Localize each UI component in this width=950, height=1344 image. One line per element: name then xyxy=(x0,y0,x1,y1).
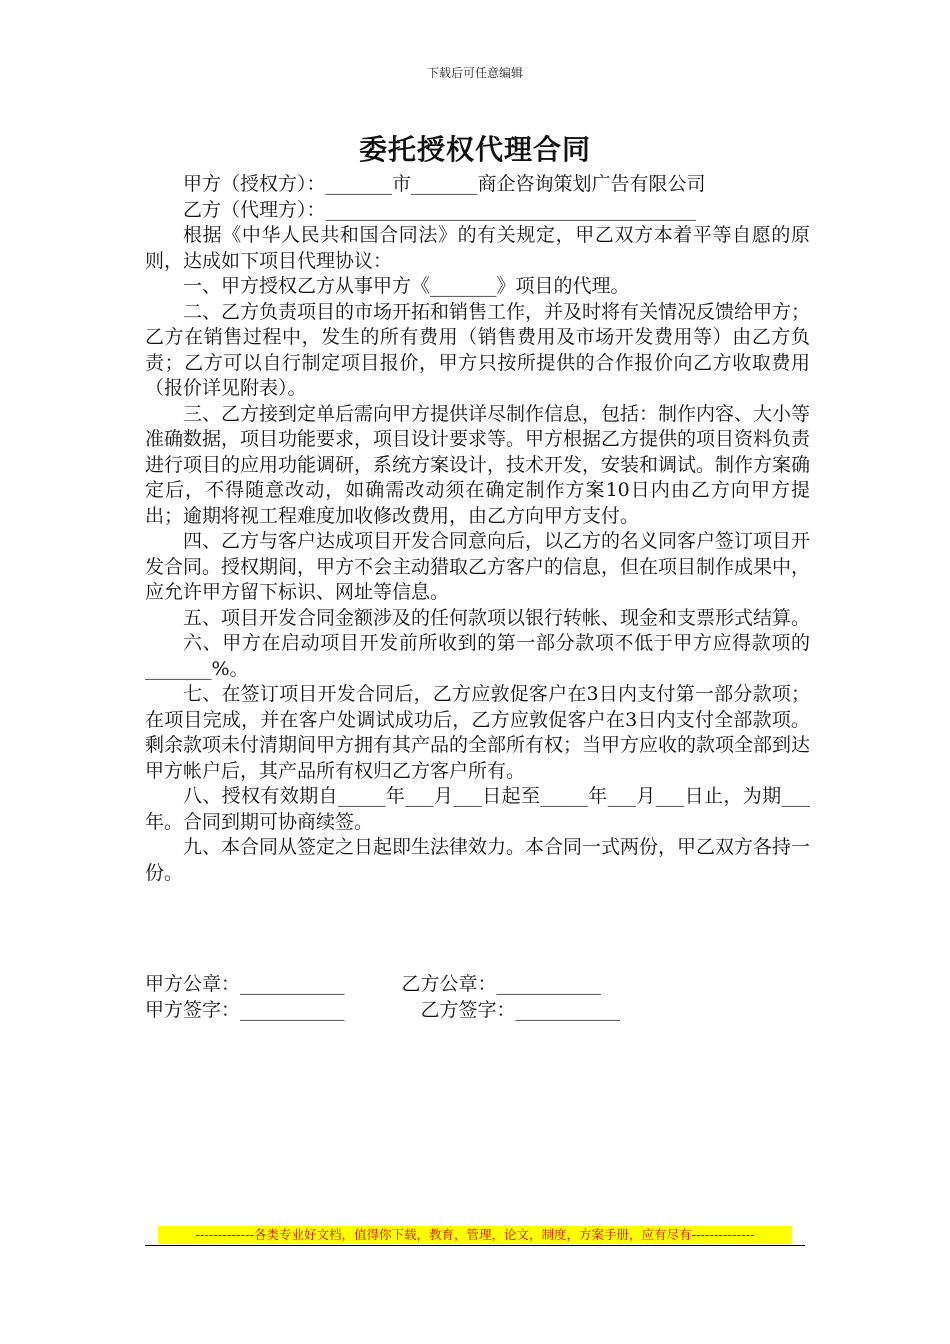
footer-divider xyxy=(145,1245,805,1246)
header-note: 下载后可任意编辑 xyxy=(426,66,523,80)
footer-banner: -------------各类专业好文档，值得你下载，教育，管理，论文，制度，方案手册，应有尽有-------------- xyxy=(158,1226,792,1244)
party-a-line: 甲方（授权方）：_______市_______商企咨询策划广告有限公司 xyxy=(145,173,706,195)
clause-7: 七、在签订项目开发合同后，乙方应敦促客户在3日内支付第一部分款项；在项目完成，并在客户处调试成功后，乙方应敦促客户在3日内支付全部款项。剩余款项未付清期间甲方拥有其产品的全部所有权；当甲方应收的款项全部到达甲方帐户后，其产品所有权归乙方客户所有。 xyxy=(145,683,811,782)
party-b-line: 乙方（代理方）：_______________________________________ xyxy=(145,198,697,221)
clause-1: 一、甲方授权乙方从事甲方《_______》项目的代理。 xyxy=(183,275,630,297)
clause-8: 八、授权有效期自_____年___月___日起至_____年___月___日止，为期___年。合同到期可协商续签。 xyxy=(145,785,810,833)
signature-block xyxy=(145,972,810,1023)
clause-5: 五、项目开发合同金额涉及的任何款项以银行转帐、现金和支票形式结算。 xyxy=(183,606,811,629)
clause-4: 四、乙方与客户达成项目开发合同意向后，以乙方的名义同客户签订项目开发合同。授权期间，甲方不会主动猎取乙方客户的信息，但在项目制作成果中，应允许甲方留下标识、网址等信息。 xyxy=(145,530,811,603)
clause-3: 三、乙方接到定单后需向甲方提供详尽制作信息，包括：制作内容、大小等准确数据，项目功能要求，项目设计要求等。甲方根据乙方提供的项目资料负责进行项目的应用功能调研，系统方案设计，技术开发，安装和调试。制作方案确定后，不得随意改动，如确需改动须在确定制作方案10日内由乙方向甲方提出；逾期将视工程难度加收修改费用，由乙方向甲方支付。 xyxy=(145,402,811,527)
seal-row: 甲方公章：___________ 乙方公章：___________ xyxy=(145,973,602,995)
clause-9: 九、本合同从签定之日起即生法律效力。本合同一式两份，甲乙双方各持一份。 xyxy=(145,836,811,884)
clause-6: 六、甲方在启动项目开发前所收到的第一部分款项不低于甲方应得款项的_______%。 xyxy=(145,632,810,680)
document-title: 委托授权代理合同 xyxy=(358,133,591,166)
contract-body xyxy=(145,172,810,886)
clause-2: 二、乙方负责项目的市场开拓和销售工作，并及时将有关情况反馈给甲方；乙方在销售过程中，发生的所有费用（销售费用及市场开发费用等）由乙方负责；乙方可以自行制定项目报价，甲方只按所提供的合作报价向乙方收取费用（报价详见附表）。 xyxy=(145,300,811,399)
preamble-paragraph: 根据《中华人民共和国合同法》的有关规定，甲乙双方本着平等自愿的原则，达成如下项目代理协议： xyxy=(145,224,810,272)
signature-row: 甲方签字：___________ 乙方签字：___________ xyxy=(145,998,621,1021)
